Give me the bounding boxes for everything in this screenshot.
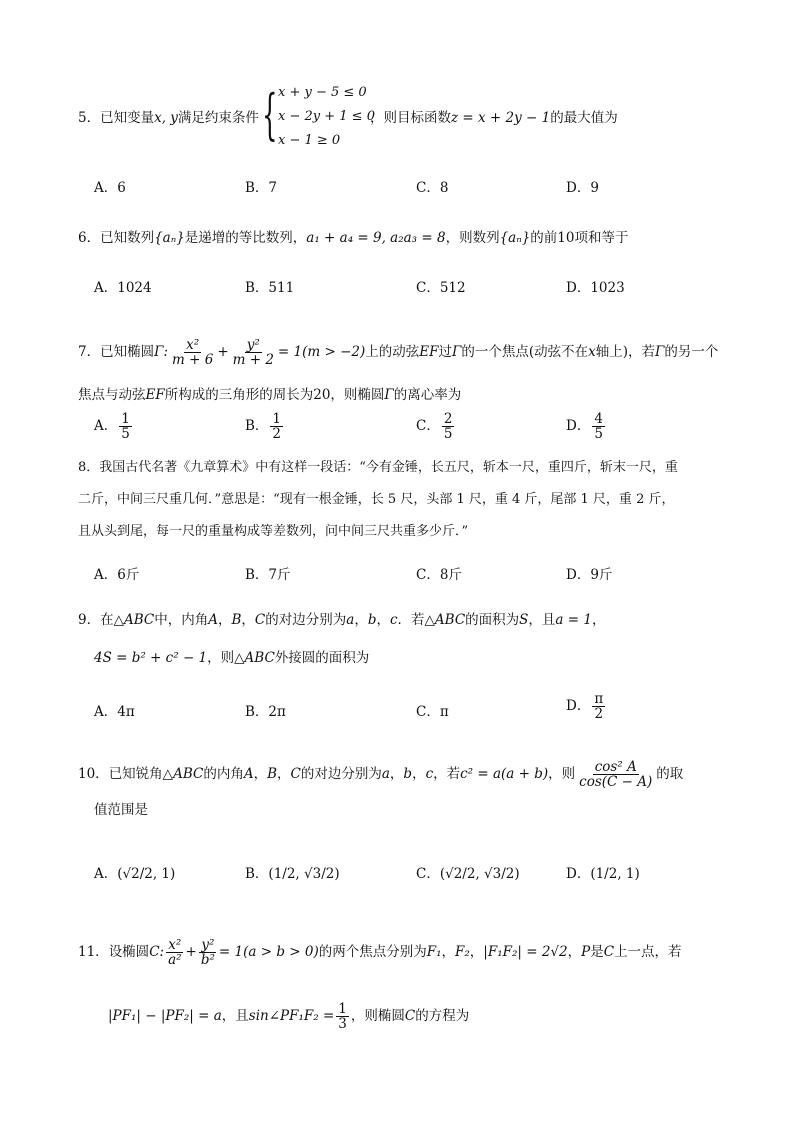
q5-brace: { xyxy=(262,83,278,146)
q9-option-a: A．4π xyxy=(94,704,135,720)
q9-option-d: D． $\frac{\pi}{2}$ xyxy=(566,691,604,723)
q9-stem-line2: 4S = b² + c² − 1，则△ABC外接圆的面积为 xyxy=(94,650,370,666)
q5-option-d: D．9 xyxy=(566,180,599,196)
q8-option-d: D．9斤 xyxy=(566,567,613,583)
q5-stem: 5．已知变量x, y满足约束条件 xyxy=(78,110,259,126)
q10-stem-line1: 10．已知锐角△ABC的内角A，B，C的对边分别为a，b，c，若c² = a(a + b)，则 $\frac{\text{cos² A}}{\cos(C - A)}$ 的取 xyxy=(78,759,684,791)
q5-option-a: A．6 xyxy=(94,180,126,196)
q8-stem-line1: 8．我国古代名著《九章算术》中有这样一段话：“今有金锤，长五尺，斩本一尺，重四斤，斩末一尺，重 xyxy=(78,460,678,475)
q10-option-d: D．(1/2, 1) xyxy=(566,866,640,882)
q5-constraint-3: x − 1 ≥ 0 xyxy=(278,133,341,148)
q8-stem-line3: 且从头到尾，每一尺的重量构成等差数列，问中间三尺共重多少斤．” xyxy=(78,524,469,539)
q7-option-a: A． $\frac{1}{5}$ xyxy=(94,411,130,443)
q10-option-c: C．(√2/2, √3/2) xyxy=(416,866,520,882)
q8-option-a: A．6斤 xyxy=(94,567,140,583)
q7-stem-line2: 焦点与动弦EF所构成的三角形的周长为20，则椭圆Γ的离心率为 xyxy=(78,387,462,403)
q6-option-c: C．512 xyxy=(416,280,466,296)
q11-stem-line2: |PF₁| − |PF₂| = a，且sin∠PF₁F₂ = $\frac{1}{3}$ ，则椭圆C的方程为 xyxy=(108,1001,470,1033)
q9-stem-line1: 9．在△ABC中，内角A，B，C的对边分别为a，b，c．若△ABC的面积为S，且a = 1， xyxy=(78,612,606,628)
q7-option-c: C． $\frac{2}{5}$ xyxy=(416,411,453,443)
q9-option-b: B．2π xyxy=(245,704,286,720)
q5-constraint-2: x − 2y + 1 ≤ 0 xyxy=(278,109,375,124)
q5-option-b: B．7 xyxy=(245,180,278,196)
q8-option-b: B．7斤 xyxy=(245,567,291,583)
q8-option-c: C．8斤 xyxy=(416,567,462,583)
q6-option-d: D．1023 xyxy=(566,280,625,296)
q7-option-d: D． $\frac{4}{5}$ xyxy=(566,411,603,443)
q7-option-b: B． $\frac{1}{2}$ xyxy=(245,411,282,443)
q6-option-a: A．1024 xyxy=(94,280,152,296)
q5-option-c: C．8 xyxy=(416,180,449,196)
q7-stem-line1: 7．已知椭圆Γ: $\frac{\text{x²}}{m + 6}$ + $\frac{\text{y²}}{m + 2}$ = 1(m > −2)上的动弦EF过Γ的一个焦点(动弦不在x轴上)，若Γ的另一个 xyxy=(78,337,719,369)
q6-stem: 6．已知数列{aₙ}是递增的等比数列，a₁ + a₄ = 9, a₂a₃ = 8，则数列{aₙ}的前10项和等于 xyxy=(78,230,629,246)
q9-option-c: C．π xyxy=(416,704,449,720)
q5-constraint-1: x + y − 5 ≤ 0 xyxy=(278,85,367,100)
q11-stem-line1: 11．设椭圆C: $\frac{\text{x²}}{\text{a²}}$ + $\frac{\text{y²}}{\text{b²}}$ = 1(a > b > 0)的两个焦点分别为F₁，F₂，|F₁F₂| = 2√2，P是C上一点，若 xyxy=(78,937,682,969)
q10-option-b: B．(1/2, √3/2) xyxy=(245,866,340,882)
q8-stem-line2: 二斤，中间三尺重几何．”意思是：“现有一根金锤，长 5 尺，头部 1 尺，重 4 斤，尾部 1 尺，重 2 斤， xyxy=(78,492,675,507)
q10-stem-line2: 值范围是 xyxy=(94,802,148,818)
q6-option-b: B．511 xyxy=(245,280,295,296)
q5-stem-tail: ，则目标函数z = x + 2y − 1的最大值为 xyxy=(370,110,618,126)
q10-option-a: A．(√2/2, 1) xyxy=(94,866,176,882)
